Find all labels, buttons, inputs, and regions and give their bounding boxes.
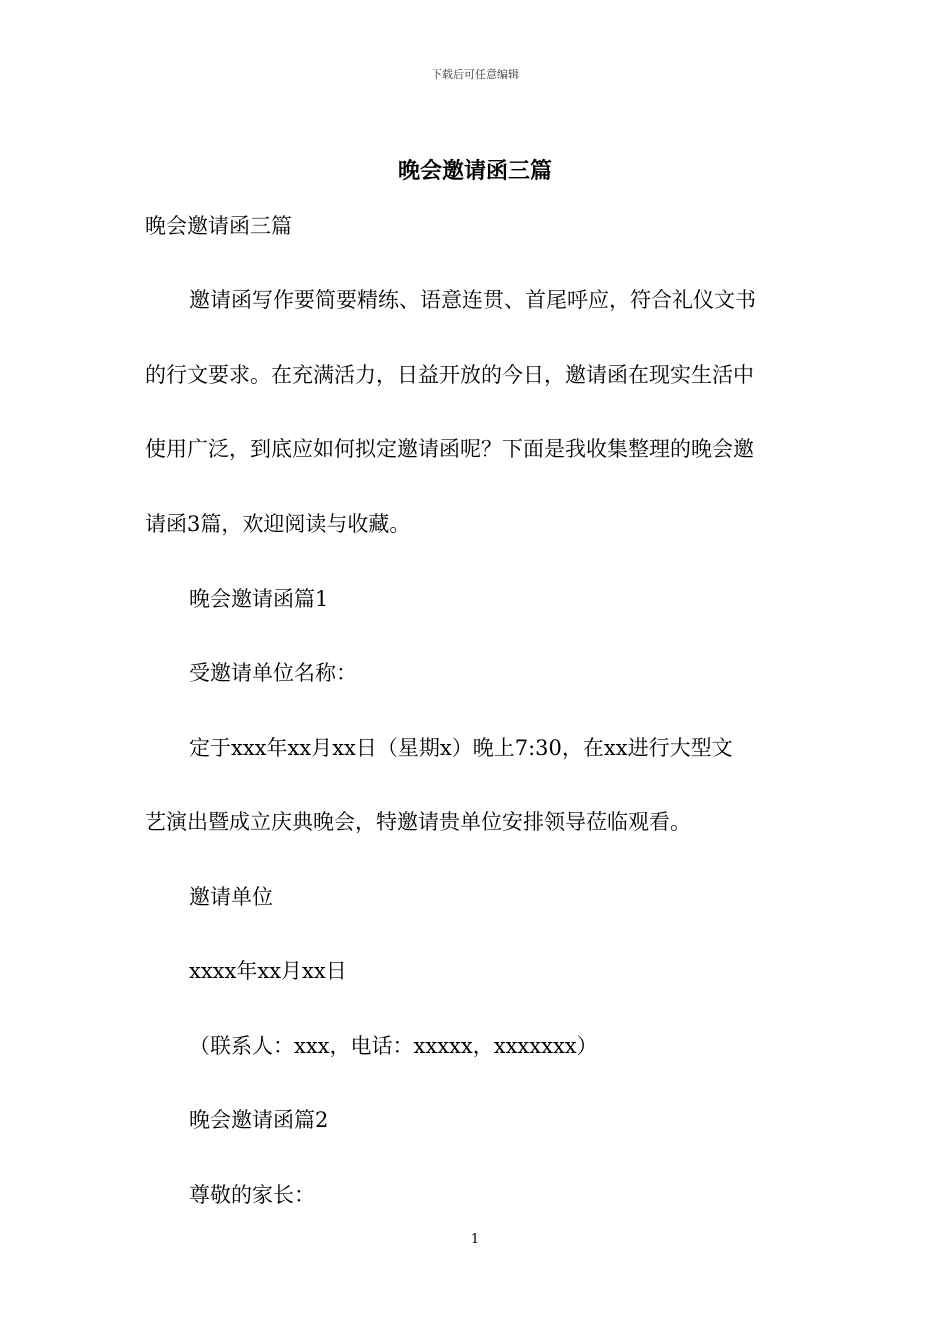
contact-line: （联系人：xxx，电话：xxxxx，xxxxxxx） xyxy=(189,1034,598,1058)
paragraph-line: 的行文要求。在充满活力，日益开放的今日，邀请函在现实生活中 xyxy=(145,363,754,387)
paragraph-line: 使用广泛，到底应如何拟定邀请函呢？下面是我收集整理的晚会邀 xyxy=(145,437,754,461)
document-title: 晚会邀请函三篇 xyxy=(397,158,552,184)
signature-line: 邀请单位 xyxy=(189,885,273,909)
page-header: 下载后可任意编辑 xyxy=(431,68,519,81)
subtitle-line: 晚会邀请函三篇 xyxy=(145,214,292,238)
page-number: 1 xyxy=(470,1232,480,1247)
addressee-line: 受邀请单位名称： xyxy=(189,661,357,685)
paragraph-line: 请函3篇，欢迎阅读与收藏。 xyxy=(145,512,411,536)
date-line: xxxx年xx月xx日 xyxy=(189,959,347,983)
addressee-line: 尊敬的家长： xyxy=(189,1183,315,1207)
paragraph-line: 邀请函写作要简要精练、语意连贯、首尾呼应，符合礼仪文书 xyxy=(189,288,756,312)
paragraph-line: 艺演出暨成立庆典晚会，特邀请贵单位安排领导莅临观看。 xyxy=(145,810,691,834)
section-heading-1: 晚会邀请函篇1 xyxy=(189,587,329,611)
section-heading-2: 晚会邀请函篇2 xyxy=(189,1108,329,1132)
paragraph-line: 定于xxx年xx月xx日（星期x）晚上7:30，在xx进行大型文 xyxy=(189,736,733,760)
